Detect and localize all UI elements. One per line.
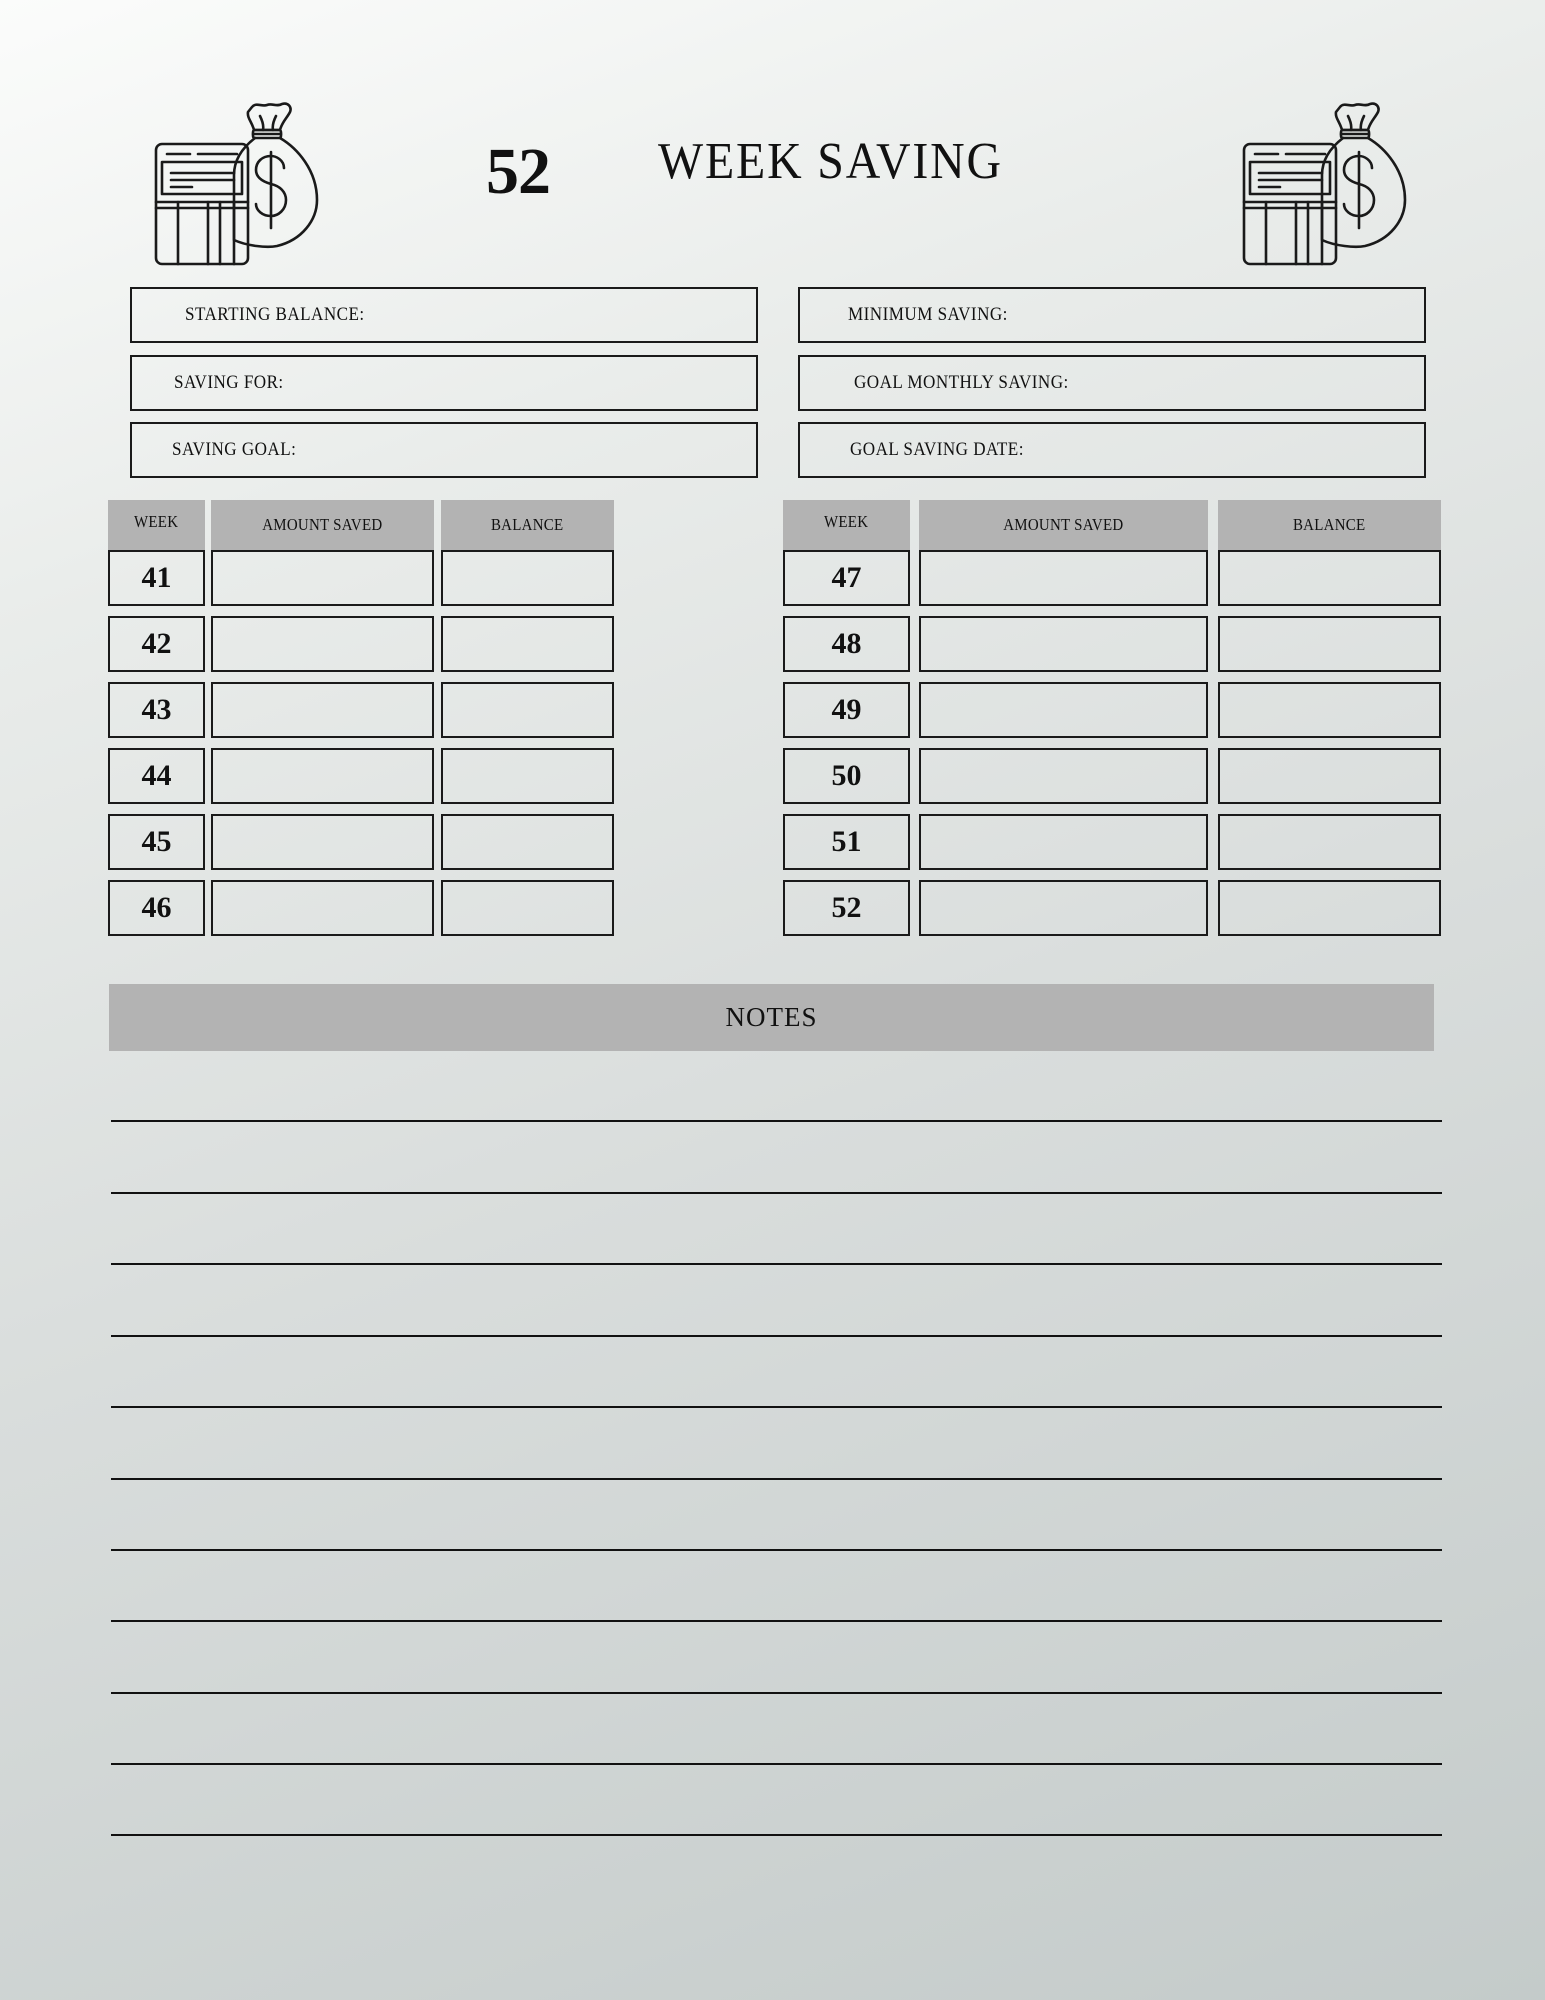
week-cell: 42 bbox=[108, 616, 205, 672]
notes-header bbox=[109, 984, 1434, 1051]
note-line[interactable] bbox=[111, 1620, 1442, 1622]
minimum-saving-field[interactable] bbox=[798, 287, 1426, 343]
amount-saved-cell[interactable] bbox=[211, 748, 434, 804]
amount-saved-cell[interactable] bbox=[919, 682, 1208, 738]
amount-saved-cell[interactable] bbox=[919, 550, 1208, 606]
amount-saved-cell[interactable] bbox=[211, 682, 434, 738]
amount-saved-cell[interactable] bbox=[211, 550, 434, 606]
calculator-money-bag-icon bbox=[1240, 100, 1410, 270]
page-title: WEEK SAVING bbox=[658, 133, 1003, 190]
note-line[interactable] bbox=[111, 1192, 1442, 1194]
column-header-balance: BALANCE bbox=[441, 500, 614, 550]
column-header-amount-saved: AMOUNT SAVED bbox=[919, 500, 1208, 550]
week-cell: 46 bbox=[108, 880, 205, 936]
column-header-week: WEEK bbox=[108, 500, 205, 550]
week-cell: 47 bbox=[783, 550, 910, 606]
balance-cell[interactable] bbox=[441, 748, 614, 804]
note-line[interactable] bbox=[111, 1406, 1442, 1408]
note-line[interactable] bbox=[111, 1120, 1442, 1122]
starting-balance-field[interactable] bbox=[130, 287, 758, 343]
balance-cell[interactable] bbox=[441, 682, 614, 738]
note-line[interactable] bbox=[111, 1263, 1442, 1265]
balance-cell[interactable] bbox=[441, 880, 614, 936]
minimum-saving-label: MINIMUM SAVING: bbox=[848, 304, 1008, 325]
calculator-money-bag-icon bbox=[152, 100, 322, 270]
note-line[interactable] bbox=[111, 1335, 1442, 1337]
amount-saved-cell[interactable] bbox=[919, 616, 1208, 672]
week-cell: 52 bbox=[783, 880, 910, 936]
amount-saved-cell[interactable] bbox=[919, 880, 1208, 936]
week-cell: 43 bbox=[108, 682, 205, 738]
week-cell: 44 bbox=[108, 748, 205, 804]
saving-for-field[interactable] bbox=[130, 355, 758, 411]
amount-saved-cell[interactable] bbox=[919, 748, 1208, 804]
balance-cell[interactable] bbox=[441, 814, 614, 870]
balance-cell[interactable] bbox=[1218, 880, 1441, 936]
amount-saved-cell[interactable] bbox=[211, 880, 434, 936]
balance-cell[interactable] bbox=[441, 550, 614, 606]
saving-goal-label: SAVING GOAL: bbox=[172, 439, 297, 460]
saving-for-label: SAVING FOR: bbox=[174, 372, 284, 393]
column-header-amount-saved: AMOUNT SAVED bbox=[211, 500, 434, 550]
week-cell: 51 bbox=[783, 814, 910, 870]
balance-cell[interactable] bbox=[441, 616, 614, 672]
amount-saved-cell[interactable] bbox=[211, 814, 434, 870]
balance-cell[interactable] bbox=[1218, 748, 1441, 804]
balance-cell[interactable] bbox=[1218, 814, 1441, 870]
week-cell: 48 bbox=[783, 616, 910, 672]
note-line[interactable] bbox=[111, 1478, 1442, 1480]
week-cell: 41 bbox=[108, 550, 205, 606]
goal-saving-date-field[interactable] bbox=[798, 422, 1426, 478]
title-number: 52 bbox=[486, 135, 550, 208]
goal-monthly-saving-field[interactable] bbox=[798, 355, 1426, 411]
goal-monthly-saving-label: GOAL MONTHLY SAVING: bbox=[854, 372, 1069, 393]
week-cell: 45 bbox=[108, 814, 205, 870]
goal-saving-date-label: GOAL SAVING DATE: bbox=[850, 439, 1024, 460]
note-line[interactable] bbox=[111, 1763, 1442, 1765]
note-line[interactable] bbox=[111, 1692, 1442, 1694]
note-line[interactable] bbox=[111, 1834, 1442, 1836]
balance-cell[interactable] bbox=[1218, 616, 1441, 672]
amount-saved-cell[interactable] bbox=[211, 616, 434, 672]
column-header-week: WEEK bbox=[783, 500, 910, 550]
notes-title: NOTES bbox=[725, 1002, 818, 1032]
week-cell: 49 bbox=[783, 682, 910, 738]
starting-balance-label: STARTING BALANCE: bbox=[185, 304, 365, 325]
note-line[interactable] bbox=[111, 1549, 1442, 1551]
saving-goal-field[interactable] bbox=[130, 422, 758, 478]
amount-saved-cell[interactable] bbox=[919, 814, 1208, 870]
week-cell: 50 bbox=[783, 748, 910, 804]
column-header-balance: BALANCE bbox=[1218, 500, 1441, 550]
balance-cell[interactable] bbox=[1218, 550, 1441, 606]
balance-cell[interactable] bbox=[1218, 682, 1441, 738]
